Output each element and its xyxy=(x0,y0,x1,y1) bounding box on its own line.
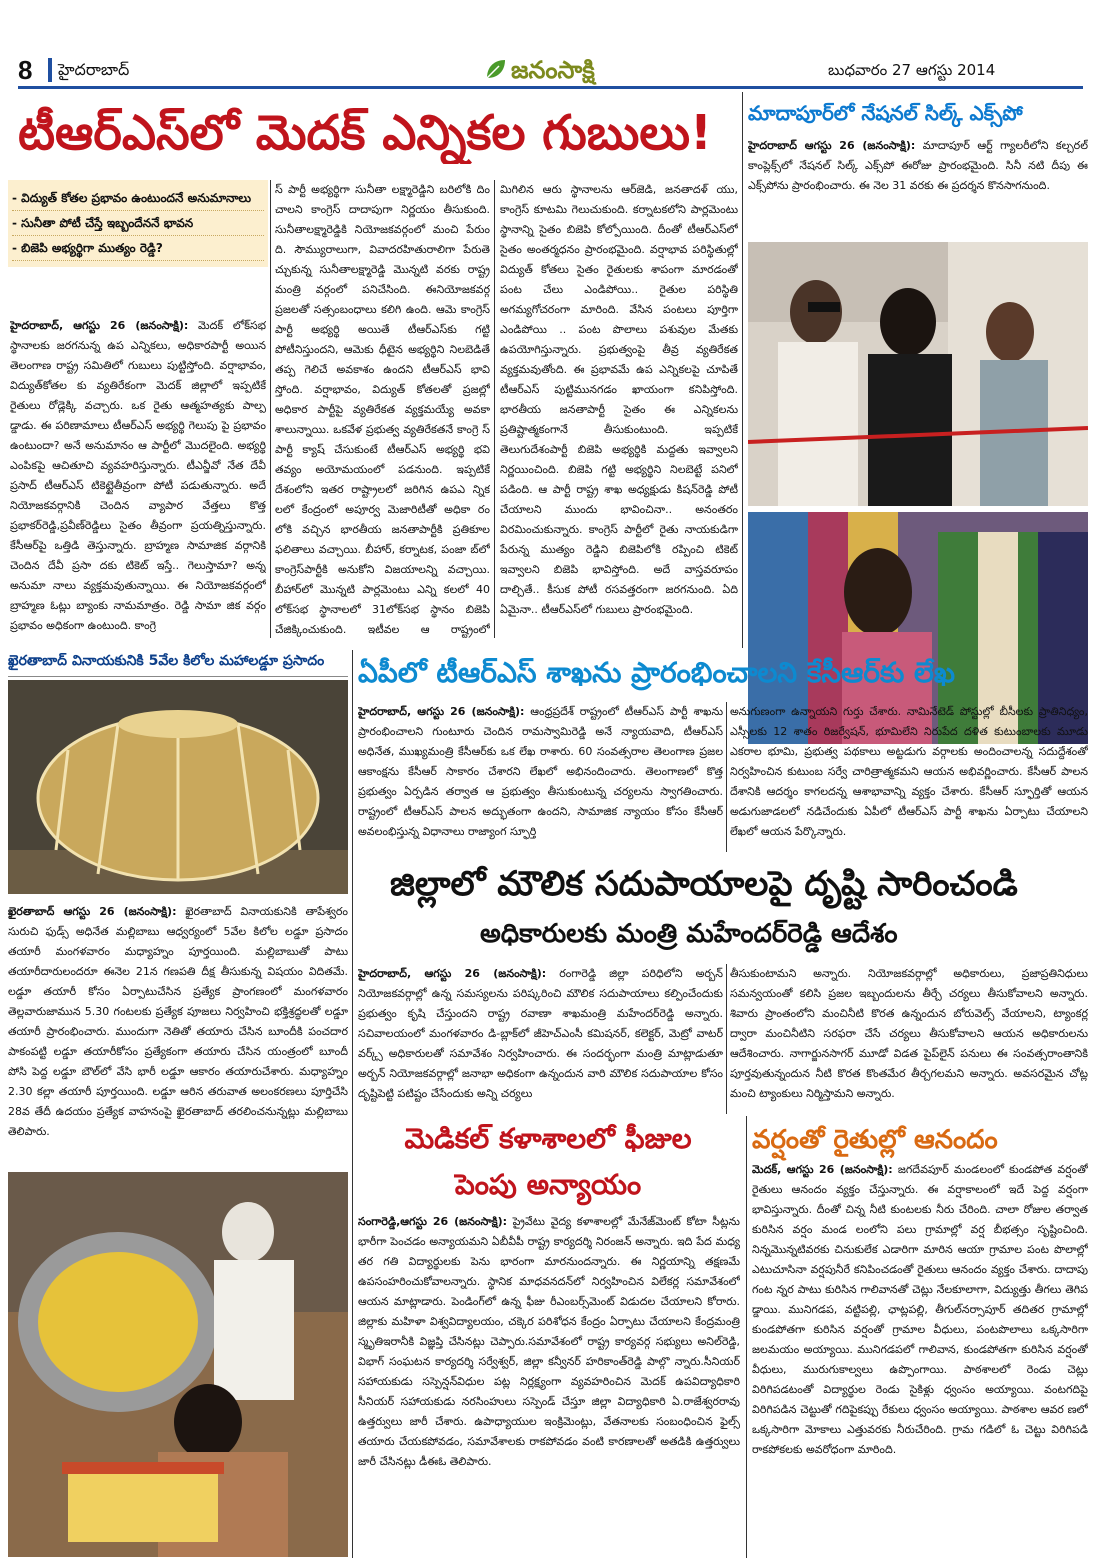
laddu-dateline: ఖైరతాబాద్‌ ఆగస్టు 26 (జనంసాక్షి): xyxy=(8,905,177,918)
logo-text: జనంసాక్షి xyxy=(511,56,595,84)
expo-body xyxy=(748,136,1088,236)
ap-trs-body-1: ఆంధ్రప్రదేశ్‌ రాష్ట్రంలో టీఆర్‌ఎస్‌ పార్టీ శాఖను ప్రారంభించాలని గుంటూరు చెందిన రామస్వామిరెడ్డి అనే న్యాయవాది, టీఆర్‌ఎస్‌ అధినేత, ముఖ్యమంత్రి కేసీఆర్‌కు ఒక లేఖ రాశారు. 60 సంవత్సరాల తెలంగాణ ప్రజల ఆకాంక్షను కేసీఆర్‌ సాకారం చేశారని లేఖలో అభినందించారు. తెలంగాణలో కొత్త ప్రభుత్వం ఏర్పడిన తర్వాత ఆ ప్రభుత్వం తీసుకుంటున్న చర్యలను స్వాగతించారు. రాష్ట్రంలో టీఆర్‌ఎస్‌ పాలన అద్భుతంగా ఉందని, సామాజిక న్యాయం కోసం కేసీఆర్‌ అవలంభిస్తున్న విధానాలు రాజ్యాంగ స్ఫూర్తి xyxy=(358,705,723,838)
edition-city: హైదరాబాద్ xyxy=(58,60,130,79)
masthead-rule xyxy=(18,86,1083,89)
lead-highlights xyxy=(8,180,268,267)
ap-trs-column-2: అనుగుణంగా ఉన్నాయని గుర్తు చేశారు. నామినేటెడ్‌ పోస్టుల్లో బీసీలకు ప్రాతినిధ్యం, ఎస్సీలకు 12 శాతం రిజర్వేషన్‌, భూమిలేని నిరుపేద దళిత కుటుంబాలకు మూడు ఎకరాల భూమి, ప్రభుత్వ పథకాలు అట్టడుగు వర్గాలకు అందించాలన్న సదుద్దేశంతో నిర్వహించిన కుటుంబ సర్వే చారిత్రాత్మకమని ఆయన అభివర్ణించారు. కేసీఆర్‌ పాలన దేశానికి ఆదర్శం కాగలదన్న ఆశాభావాన్ని వ్యక్తం చేశారు. కేసీఆర్‌ స్ఫూర్తితో ఆయన అడుగుజాడలలో నడిచేందుకు ఏపీలో టీఆర్‌ఎస్‌ పార్టీ శాఖను ఏర్పాటు చేయాలని లేఖలో ఆయన పేర్కొన్నారు. xyxy=(730,705,1088,838)
laddu-body xyxy=(8,902,348,1170)
medical-headline-line-1: మెడికల్‌ కళాశాలలో ఫీజుల xyxy=(404,1122,692,1155)
expo-inauguration-photo xyxy=(748,242,1088,506)
medical-body xyxy=(358,1212,740,1558)
column-rule xyxy=(746,1116,747,1558)
district-body-1: రంగారెడ్డి జిల్లా పరిధిలోని అర్బన్‌ నియోజకవర్గాల్లో ఉన్న సమస్యలను పరిష్కరించి మౌలిక సదుపాయాలు కల్పించేందుకు ప్రభుత్వం కృషి చేస్తుందని రాష్ట్ర రవాణా శాఖమంత్రి మహేందర్‌రెడ్డి అన్నారు. సచివాలయంలో మంగళవారం డి-బ్లాక్‌లో జీహెచ్‌ఎంసీ కమిషనర్‌, కలెక్టర్‌, మెట్రో వాటర్‌ వర్క్స్‌ అధికారులతో సమావేశం నిర్వహించారు. ఈ సందర్భంగా మంత్రి మాట్లాడుతూ అర్బన్‌ నియోజకవర్గాల్లో జనాభా అధికంగా ఉన్నందున వారి మౌలిక సదుపాయాల కోసం దృష్టిపెట్టి పటిష్టం చేసేందుకు అన్ని చర్యలు xyxy=(358,967,723,1100)
highlight-item: - విద్యుత్‌ కోతల ప్రభావం ఉంటుందనే అనుమానాలు xyxy=(12,186,264,211)
column-rule xyxy=(270,180,271,638)
column-rule xyxy=(726,702,727,852)
laddu-dome-photo xyxy=(8,680,348,894)
laddu-making-photo xyxy=(8,1172,348,1557)
lead-body-1: మెదక్‌ లోక్‌సభ స్థానాలకు జరగనున్న ఉప ఎన్నికలు, అధికారపార్టీ అయిన తెలంగాణ రాష్ట్ర సమితిలో గుబులు పుట్టిస్తోంది. వర్షాభావం, విద్యుత్‌కోతల కు వ్యతిరేకంగా మెదక్‌ జిల్లాలో ఇప్పటికే రైతులు రోడ్లెక్కి వచ్చారు. ఒక రైతు ఆత్మహత్యకు పాల్ప డ్డాడు. ఈ పరిణామాలు టీఆర్‌ఎస్‌ అభ్యర్థి గెలుపు పై ప్రభావం ఉంటుందా? అనే అనుమానం ఆ పార్టీలో మొదలైంది. అభ్యర్థి ఎంపికపై ఆచితూచి వ్యవహరిస్తున్నారు. టీఎన్జీవో నేత దేవీ ప్రసాద్‌ టీఆర్‌ఎస్‌ టికెట్టైతీవ్రంగా పోటీ పడుతున్నారు. అదే నియోజకవర్గానికి చెందిన వ్యాపార వేత్తలు కొత్త ప్రభాకర్‌రెడ్డి,ప్రవీణ్‌రెడ్డిలు సైతం తీవ్రంగా ప్రయత్నిస్తున్నారు. కేసీఆర్‌పై ఒత్తిడి తెస్తున్నారు. బ్రాహ్మణ సామాజిక వర్గానికి చెందిన దేవీ ప్రసా దకు టికెట్‌ ఇస్తే.. గెలుస్తామా? అన్న అనుమా నాలు వ్యక్తమవుతున్నాయి. ఈ నియోజకవర్గంలో బ్రాహ్మణ ఓట్లు బ్యాంకు నామమాత్రం. రెడ్డి సామా జిక వర్గం ప్రభావం అధికంగా ఉంటుంది. కాంగ్రె xyxy=(10,319,266,632)
column-rule xyxy=(726,964,727,1114)
ap-trs-dateline: హైదరాబాద్‌, ఆగస్టు 26 (జనంసాక్షి): xyxy=(358,705,525,718)
medical-headline-line-2: పెంపు అన్యాయం xyxy=(454,1168,642,1201)
ap-trs-column-1 xyxy=(358,702,723,852)
lead-column-3: మిగిలిన ఆరు స్థానాలను ఆర్‌జెడి, జనతాదళ్‌ యు, కాంగ్రెస్‌ కూటమి గెలుచుకుంది. కర్నాటకలోని పార్లమెంటు స్థానాన్ని సైతం బిజెపి కోల్పోయింది. దీంతో టీఆర్‌ఎస్‌లో సైతం అంతర్మధనం ప్రారంభమైంది. వర్షాభావ పరిస్థితుల్లో విద్యుత్‌ కోతలు సైతం రైతులకు శాపంగా మారడంతో పంట చేలు ఎండిపోయి.. రైతుల పరిస్థితి అగమ్యగోచరంగా మారింది. వేసిన పంటలు పూర్తిగా ఎండిపోయి .. పంట పొలాలు పశువుల మేతకు ఉపయోగిస్తున్నారు. ప్రభుత్వంపై తీవ్ర వ్యతిరేకత వ్యక్తమవుతోంది. ఈ ప్రభావమే ఉప ఎన్నికలపై చూపితే టీఆర్‌ఎస్‌ పుట్టిమునగడం ఖాయంగా కనిపిస్తోంది. భారతీయ జనతాపార్టీ సైతం ఈ ఎన్నికలను ప్రతిష్టాత్మకంగానే తీసుకుంటుంది. ఇప్పటికే తెలుగుదేశంపార్టీ బిజెపి అభ్యర్థికి మద్దతు ఇవ్వాలని నిర్ణయించింది. బిజెపి గట్టి అభ్యర్థిని నిలబెట్టే పనిలో పడింది. ఆ పార్టీ రాష్ట్ర శాఖ అధ్యక్షుడు కిషన్‌రెడ్డి పోటీ చేయాలని ముందు భావించినా.. అనంతరం విరమించుకున్నారు. కాంగ్రెస్‌ పార్టీలో రైతు నాయకుడిగా పేరున్న ముత్యం రెడ్డిని బిజెపిలోకి రప్పించి టికెట్‌ ఇవ్వాలని బిజెపి భావిస్తోంది. అదే వాస్తవరూపం దాల్చితే.. కీసుక పోటీ రసవత్తరంగా జరగనుంది. ఏది ఏమైనా.. టీఆర్‌ఎస్‌లో గుబులు ప్రారంభమైంది. xyxy=(500,183,738,616)
leaf-logo-icon xyxy=(483,58,507,82)
laddu-headline: ఖైరతాబాద్‌ వినాయకునికి 5వేల కిలోల మహాలడ్డూ ప్రసాదం xyxy=(8,646,348,677)
expo-text: మాదాపూర్‌ ఆర్ట్‌ గ్యాలరీలోని కల్చరల్‌ కాంప్లెక్స్‌లో నేషనల్‌ సిల్క్‌ ఎక్స్‌పో ఈరోజు ప్రారంభమైంది. సినీ నటి దీపు ఈ ఎక్స్‌పోను ప్రారంభించారు. ఈ నెల 31 వరకు ఈ ప్రదర్శన కొనసాగనుంది. xyxy=(748,139,1088,192)
highlight-item: - సునీతా పోటీ చేస్తే ఇబ్బందేననే భావన xyxy=(12,211,264,236)
lead-dateline: హైదరాబాద్‌, ఆగస్టు 26 (జనంసాక్షి): xyxy=(10,319,189,332)
rain-text: జగదేవపూర్‌ మండలంలో కుండపోత వర్షంతో రైతులు ఆనందం వ్యక్తం చేస్తున్నారు. ఈ వర్షాకాలంలో ఇదే పెద్ద వర్షంగా భావిస్తున్నారు. దీంతో చిన్న నీటి కుంటలకు నీరు చేరింది. చాలా రోజుల తర్వాత కురిసిన వర్షం మండ లంలోని పలు గ్రామాల్లో వర్ష బీభత్సం సృష్టించింది. నిన్నమొన్నటివరకు చినుకులేక ఎడారిగా మారిన ఆయా గ్రామాల పంట పొలాల్లో ఎటుచూసినా వర్షపునీరే కనిపించడంతో రైతులు ఆనందం వ్యక్తం చేశారు. దాదాపు గంట న్నర పాటు కురిసిన గాలివానతో చెట్లు నేలకూలాగా, విద్యుత్తు తీగలు తెగిప డ్డాయి. మునిగడప, వట్టిపల్లి, ఛాట్లపల్లి, తీగుల్‌నర్సాపూర్‌ తదితర గ్రామాల్లో కుండపోతగా కురిసిన వర్షంతో గ్రామాల వీధులు, పంటపొలాలు ఒక్కసారిగా జలమయం అయ్యాయి. మునిగడపలో గాలివాన, కుండపోతగా కురిసిన వర్షంతో వీధులు, మురుగుకాల్వలు ఉప్పొంగాయి. పాఠశాలలో రెండు చెట్లు విరిగిపడటంతో విద్యార్థుల రెండు సైకిళ్లు ధ్వంసం అయ్యాయి. వంటగదిపై విరిగిపడిన చెట్టుతో గదిపైకప్పు రేకులు ధ్వంసం అయ్యాయి. పాఠశాల ఆవర ణలో ఒక్కసారిగా మోకాలు ఎత్తువరకు నీరుచేరింది. గ్రామ గడిలో ఓ చెట్టు విరిగిపడి రాకపోకలకు అవరోధంగా మారింది. xyxy=(752,1163,1088,1456)
column-rule xyxy=(352,650,353,1558)
silk-expo-story xyxy=(748,92,1088,652)
expo-dateline: హైదరాబాద్‌ ఆగస్టు 26 (జనంసాక్షి): xyxy=(748,139,916,152)
laddu-text: ఖైరతాబాద్‌ వినాయకునికి తాపేశ్వరం సురుచి ఫుడ్స్‌ అధినేత మల్లిబాబు ఆధ్వర్యంలో 5వేల కిలోల లడ్డూ ప్రసాదం తయారీ మంగళవారం మధ్యాహ్నం పూర్తయింది. మల్లిబాబుతో పాటు తయారీదారులందరూ ఈనెల 21న గణపతి దీక్ష తీసుకున్న విషయం విదితమే. లడ్డూ తయారీ కోసం ఏర్పాటుచేసిన ప్రత్యేక ప్రాంగణంలో మంగళవారం తెల్లవారుజామున 5.30 గంటలకు ప్రత్యేక పూజలు నిర్వహించి భక్తిశ్రద్ధలతో లడ్డూ తయారీ ప్రారంభించారు. ముందుగా నెతితో తయారు చేసిన బూందీకి పంచదార పాకంపట్టి లడ్డూ తయారీకోసం ప్రత్యేకంగా తయారు చేసిన యంత్రంలో బూందీ పోసి పెద్ద లడ్డూ బౌల్‌లో వేసి భారీ లడ్డూ ఆకారం తయారుచేశారు. మధ్యాహ్నం 2.30 కల్లా తయారీ పూర్తయింది. లడ్డూ ఆరిన తరువాత అలంకరణలు పూర్తిచేసి 28వ తేదీ ఉదయం ప్రత్యేక వాహనంపై ఖైరతాబాద్‌ తరలించనున్నట్లు మల్లిబాబు తెలిపారు. xyxy=(8,905,348,1138)
issue-date: బుధవారం 27 ఆగస్టు 2014 xyxy=(828,61,996,79)
highlight-item: - బిజెపి అభ్యర్థిగా ముత్యం రెడ్డి? xyxy=(12,236,264,261)
masthead-divider xyxy=(48,58,52,82)
district-headline: జిల్లాలో మౌలిక సదుపాయాలపై దృష్టి సారించండి xyxy=(390,864,1018,904)
column-rule xyxy=(742,92,743,648)
column-rule xyxy=(494,180,495,638)
district-column-2: తీసుకుంటామని అన్నారు. నియోజకవర్గాల్లో అధికారులు, ప్రజాప్రతినిధులు సమన్వయంతో కలిసి ప్రజల ఇబ్బందులను తీర్చే చర్యలు తీసుకోవాలని అన్నారు. శివారు ప్రాంతంలోని మంచినీటి కొరత ఉన్నందున బోరువెల్స్‌ వేయాలని, ట్యాంకర్ల ద్వారా మంచినీటిని సరఫరా చేసే చర్యలు తీసుకోవాలని ఆయన అధికారులను ఆదేశించారు. నాగార్జునసాగర్‌ మూడో విడత పైప్‌లైన్‌ పనులు ఈ సంవత్సరాంతానికి పూర్తవుతున్నందున నీటి కొరత కొంతమేర తీర్చగలమని అన్నారు. అవసరమైన చోట్ల మంచి ట్యాంకులు నిర్మిస్తామని అన్నారు. xyxy=(730,967,1088,1100)
rain-headline: వర్షంతో రైతుల్లో ఆనందం xyxy=(752,1125,998,1155)
medical-dateline: సంగారెడ్డి,ఆగస్టు 26 (జనంసాక్షి): xyxy=(358,1215,507,1228)
medical-headline xyxy=(358,1116,738,1212)
rain-dateline: మెదక్‌, ఆగస్టు 26 (జనంసాక్షి): xyxy=(752,1163,893,1176)
rain-body xyxy=(752,1160,1088,1500)
lead-column-1 xyxy=(10,316,266,646)
lead-column-2: స్‌ పార్టీ అభ్యర్థిగా సునీతా లక్ష్మారెడ్డిని బరిలోకి దిం చాలని కాంగ్రెస్‌ దాదాపుగా నిర్ణయం తీసుకుంది. సునీతాలక్ష్మారెడ్డికి నియోజకవర్గంలో మంచి పేరుం ది. సౌమ్యురాలుగా, వివాదరహితురాలిగా పేరుతె చ్చుకున్న సునీతాలక్ష్మారెడ్డి మొన్నటి వరకు రాష్ట్ర మంత్రి వర్గంలో పనిచేసింది. ఈనియోజకవర్గ ప్రజలతో సత్సంబంధాలు కలిగి ఉంది. ఆమె కాంగ్రెస్‌ పార్టీ అభ్యర్థి అయితే టీఆర్‌ఎస్‌కు గట్టి పోటీనిస్తుందని, ఆమెకు ధీటైన అభ్యర్థిని నిలబెడితే తప్ప గెలిచే అవకాశం ఉందని టీఆర్‌ఎస్‌ భావి స్తోంది. వర్షాభావం, విద్యుత్‌ కోతలతో ప్రజల్లో అధికార పార్టీపై వ్యతిరేకత వ్యక్తమయ్యే అవకా శాలున్నాయి. ఒకవేళ ప్రభుత్వ వ్యతిరేకతనే కాంగ్రె స్‌ పార్టీ క్యాష్‌ చేసుకుంటే టీఆర్‌ఎస్‌ అభ్యర్థి భవి తవ్యం అయోమయంలో పడనుంది. ఇప్పటికే దేశంలోని ఇతర రాష్ట్రాలలో జరిగిన ఉపఎ న్నిక లలో కేంద్రంలో అపూర్వ మెజారిటీతో అధికా రం లోకి వచ్చిన భారతీయ జనతాపార్టీకి ప్రతికూల ఫలితాలు వచ్చాయి. బీహార్‌, కర్నాటక, పంజా బ్‌లో కాంగ్రెస్‌పార్టీకి అనుకోని విజయాలన్ని వచ్చాయి. బీహార్‌లో మొన్నటి పార్లమెంటు ఎన్ని కలలో 40 లోక్‌సభ స్థానాలలో 31లోక్‌సభ స్థానం బిజెపి చేజిక్కించుకుంది. ఇటీవల ఆ రాష్ట్రంలో xyxy=(275,183,490,636)
newspaper-logo xyxy=(483,52,633,88)
district-dateline: హైదరాబాద్‌, ఆగస్టు 26 (జనంసాక్షి): xyxy=(358,967,547,980)
expo-headline: మాదాపూర్‌లో నేషనల్‌ సిల్క్‌ ఎక్స్‌పో xyxy=(748,96,1088,130)
district-subhead: అధికారులకు మంత్రి మహేందర్‌రెడ్డి ఆదేశం xyxy=(480,919,898,949)
district-column-1 xyxy=(358,964,723,1114)
lead-headline: టీఆర్‌ఎస్‌లో మెదక్‌ ఎన్నికల గుబులు! xyxy=(18,105,712,161)
medical-text: ప్రైవేటు వైద్య కళాశాలల్లో మేనేజ్‌మెంట్‌ కోటా సీట్లను భారీగా పెంచడం అన్యాయమని ఏబీవీపీ రాష్ట్ర కార్యదర్శి నిరంజన్‌ అన్నారు. ఇది పేద మధ్య తర గతి విద్యార్థులకు పెను భారంగా మారనుందన్నారు. ఈ నిర్ణయాన్ని తక్షణమే ఉపసంహరించుకోవాలన్నారు. స్థానిక మాధవనదన్‌లో నిర్వహించిన విలేకర్ల సమావేశంలో ఆయన మాట్లాడారు. పెండింగ్‌లో ఉన్న ఫీజు రీఎంబర్స్‌మెంట్‌ విడుదల చేయాలని కోరారు. జిల్లాకు మహిళా విశ్వవిద్యాలయం, చక్కెర పరిశోధన కేంద్రం ఏర్పాటు చేయాలని కేంద్రమంత్రి స్మృతిఇరానీకి విజ్ఞప్తి చేసినట్లు చెప్పారు.సమావేశంలో రాష్ట్ర కార్యవర్గ సభ్యులు అనిల్‌రెడ్డి, విభాగ్‌ సంఘటన కార్యదర్శి సర్వేశ్వర్‌, జిల్లా కన్వీనర్‌ హరికాంత్‌రెడ్డి పాల్గొ న్నారు.సీనియర్‌ సహాయకుడు సస్పెన్షన్‌విధుల పట్ల నిర్లక్ష్యంగా వ్యవహరించిన మెదక్‌ ఉపవిద్యాధికారి సీనియర్‌ సహాయకుడు నరసింహులు సస్పెండ్‌ చేస్తూ జిల్లా విద్యాధికారి ఏ.రాజేశ్వరరావు ఉత్తర్వులు జారీ చేశారు. ఉపాధ్యాయుల ఇంక్రిమెంట్లు, వేతనాలకు సంబంధించిన ఫైల్స్‌ తయారు చేయకపోవడం, సమావేశాలకు రాకపోవడం వంటి కారణాలతో అతడికి ఉత్తర్వులు జారీ చేసినట్లు డీఈఓ తెలిపారు. xyxy=(358,1215,740,1468)
ap-trs-headline: ఏపీలో టీఆర్‌ఎస్‌ శాఖను ప్రారంభించాలని కేసీఆర్‌కు లేఖ xyxy=(358,656,956,689)
page-number: 8 xyxy=(18,55,33,85)
